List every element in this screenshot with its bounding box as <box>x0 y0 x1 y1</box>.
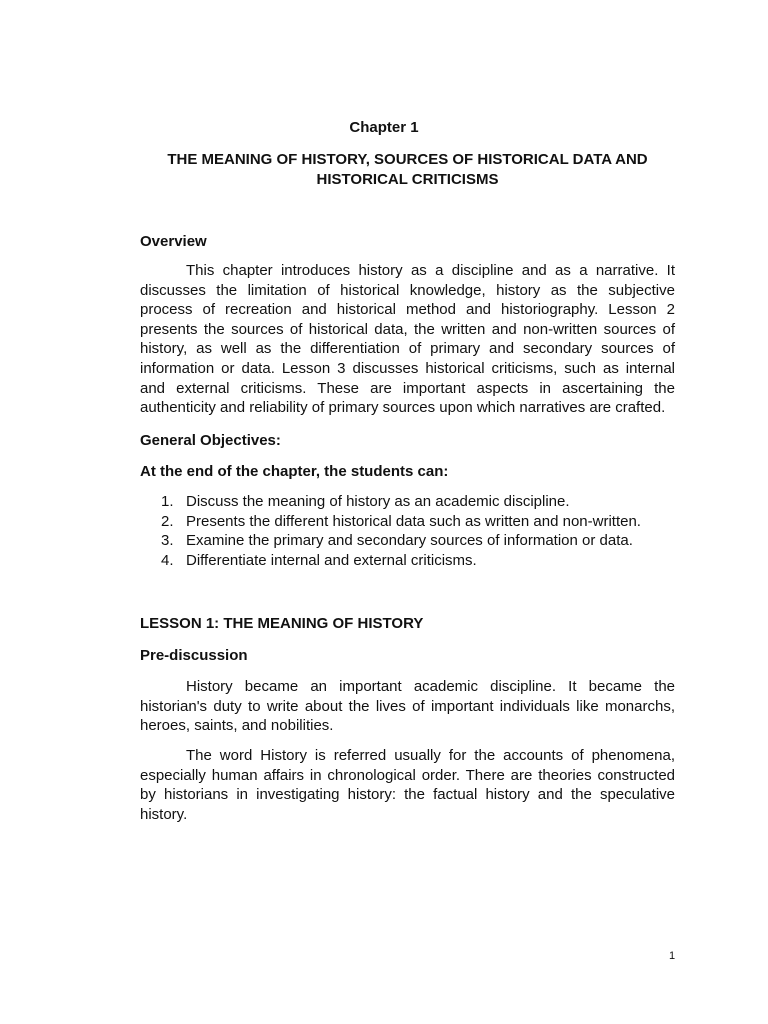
objectives-heading: General Objectives: <box>140 432 281 449</box>
prediscussion-heading: Pre-discussion <box>140 647 248 664</box>
page-number: 1 <box>669 950 676 962</box>
lesson1-paragraph-1-text: History became an important academic discipline. It became the historian's duty to write about the lives of important individuals like monarchs, heroes, saints, and nobilities. <box>140 678 675 735</box>
list-item-text: Examine the primary and secondary sources of information or data. <box>186 532 633 550</box>
list-item-number: 1. <box>161 493 174 510</box>
lesson1-paragraph-2-text: The word History is referred usually for the accounts of phenomena, especially human affairs in chronological order. There are theories constructed by historians in investigating history: the factual history and the speculative history. <box>140 747 675 823</box>
chapter-label: Chapter 1 <box>349 119 419 136</box>
overview-paragraph <box>140 261 675 418</box>
objectives-list <box>140 492 675 570</box>
chapter-title: THE MEANING OF HISTORY, SOURCES OF HISTORICAL DATA AND HISTORICAL CRITICISMS <box>167 151 648 188</box>
list-item <box>140 512 675 532</box>
overview-text: This chapter introduces history as a discipline and as a narrative. It discusses the limitation of historical knowledge, history as the subjective process of recreation and historical method and historiography. Lesson 2 presents the sources of historical data, the written and non-written sources of history, as well as the differentiation of primary and secondary sources of information or data. Lesson 3 discusses historical criticisms, such as internal and external criticisms. These are important aspects in ascertaining the authenticity and reliability of primary sources upon which narratives are crafted. <box>140 262 675 417</box>
list-item-number: 2. <box>161 512 174 530</box>
lesson1-paragraph-1 <box>140 677 675 736</box>
lesson1-heading: LESSON 1: THE MEANING OF HISTORY <box>140 615 424 632</box>
objectives-subheading: At the end of the chapter, the students can: <box>140 463 449 480</box>
list-item-text: Discuss the meaning of history as an academic discipline. <box>186 493 570 510</box>
list-item-number: 4. <box>161 551 174 569</box>
list-item <box>140 531 675 551</box>
list-item-text: Presents the different historical data such as written and non-written. <box>186 512 641 530</box>
list-item-number: 3. <box>161 532 174 550</box>
list-item <box>140 551 675 571</box>
overview-heading: Overview <box>140 233 207 250</box>
list-item-text: Differentiate internal and external criticisms. <box>186 551 477 569</box>
lesson1-paragraph-2 <box>140 746 675 824</box>
list-item <box>140 492 675 512</box>
